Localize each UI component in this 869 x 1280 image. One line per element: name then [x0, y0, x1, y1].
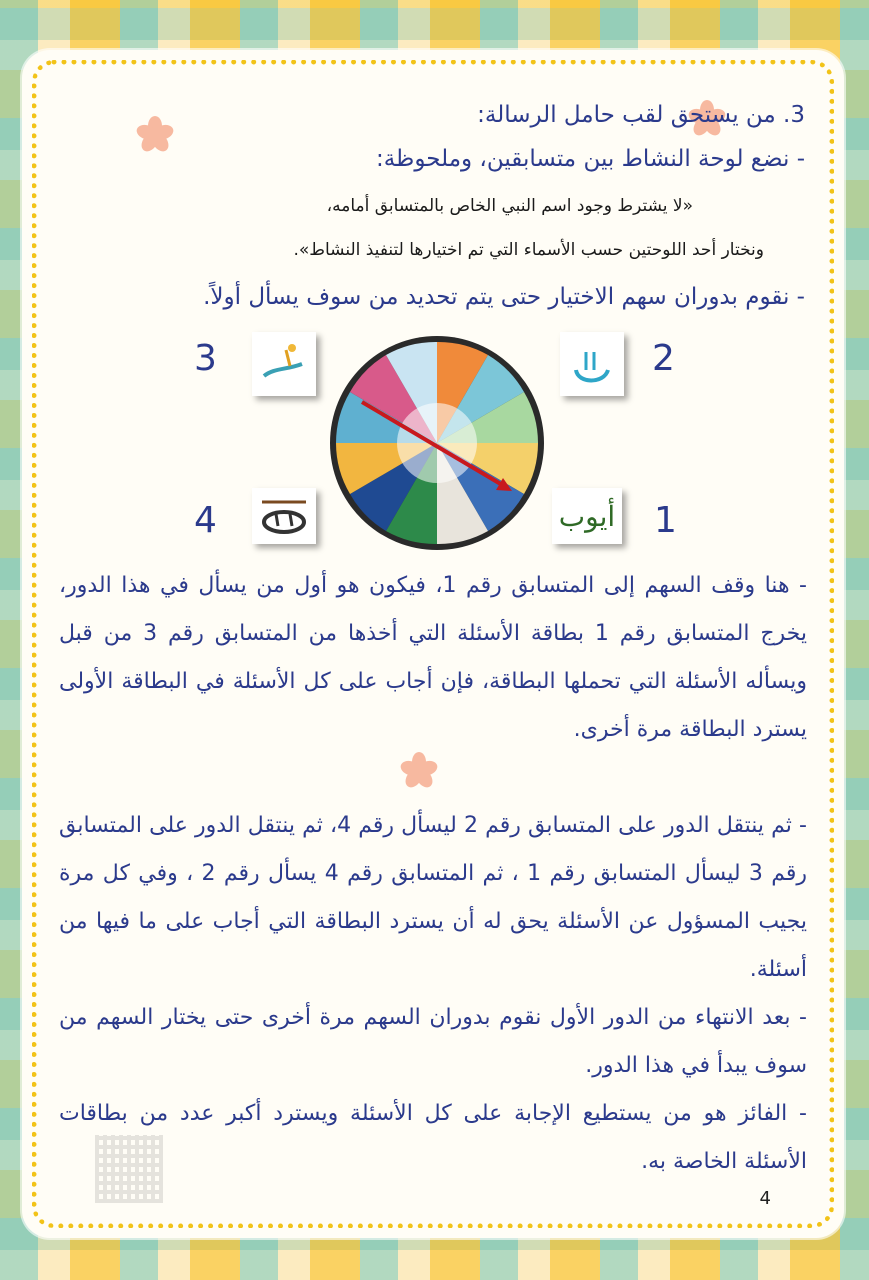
wheel-center-glow	[397, 403, 477, 483]
contestant-number-3: 3	[194, 338, 217, 379]
paragraph-turn-rotation: - ثم ينتقل الدور على المتسابق رقم 2 ليسأل رقم 4، ثم ينتقل الدور على المتسابق رقم 3 ليسأل المتسابق رقم 1 ، ثم المتسابق رقم 4 يسأل رقم 2 ، وفي كل مرة يجيب المسؤول عن الأسئلة يحق له أن يسترد البطاقة التي أجاب على ما فيها من أسئلة.	[59, 813, 808, 982]
calligraphy-icon	[256, 494, 312, 538]
name-tile-ilyas	[560, 332, 624, 396]
quote-line-1: «لا يشترط وجود اسم النبي الخاص بالمتسابق أمامه،	[326, 196, 693, 216]
spin-instruction: - نقوم بدوران سهم الاختيار حتى يتم تحديد من سوف يسأل أولاً.	[203, 284, 805, 310]
board-note: - نضع لوحة النشاط بين متسابقين، وملحوظة:	[375, 146, 805, 172]
paragraph-winner: - الفائز هو من يستطيع الإجابة على كل الأسئلة ويسترد أكبر عدد من بطاقات الأسئلة الخاصة به.	[59, 1101, 807, 1174]
calligraphy-icon	[564, 340, 620, 388]
name-tile-adam	[252, 332, 316, 396]
contestant-number-2: 2	[652, 338, 675, 379]
section-heading: 3. من يستحق لقب حامل الرسالة:	[477, 102, 805, 128]
qr-code-watermark	[95, 1135, 163, 1203]
contestant-number-4: 4	[194, 500, 217, 541]
quote-line-2: ونختار أحد اللوحتين حسب الأسماء التي تم اختيارها لتنفيذ النشاط».	[293, 240, 764, 260]
selection-wheel[interactable]	[328, 334, 546, 552]
flower-decoration	[136, 116, 174, 154]
paragraph-next-round: - بعد الانتهاء من الدور الأول نقوم بدوران السهم مرة أخرى حتى يختار السهم من سوف يبدأ في هذا الدور.	[59, 1005, 807, 1078]
page-number: 4	[759, 1188, 771, 1209]
calligraphy-icon	[256, 340, 312, 388]
name-tile-ayyub	[552, 488, 622, 544]
flower-decoration	[400, 752, 438, 790]
contestant-number-1: 1	[654, 500, 677, 541]
paragraph-first-turn: - هنا وقف السهم إلى المتسابق رقم 1، فيكون هو أول من يسأل في هذا الدور، يخرج المتسابق رقم 1 بطاقة الأسئلة التي أخذها من المتسابق رقم 3 من قبل ويسأله الأسئلة التي تحملها البطاقة، فإن أجاب على كل الأسئلة في البطاقة الأولى يسترد البطاقة مرة أخرى.	[59, 573, 807, 742]
name-tile-yunus	[252, 488, 316, 544]
tile-name-label: أيوب	[558, 499, 616, 533]
